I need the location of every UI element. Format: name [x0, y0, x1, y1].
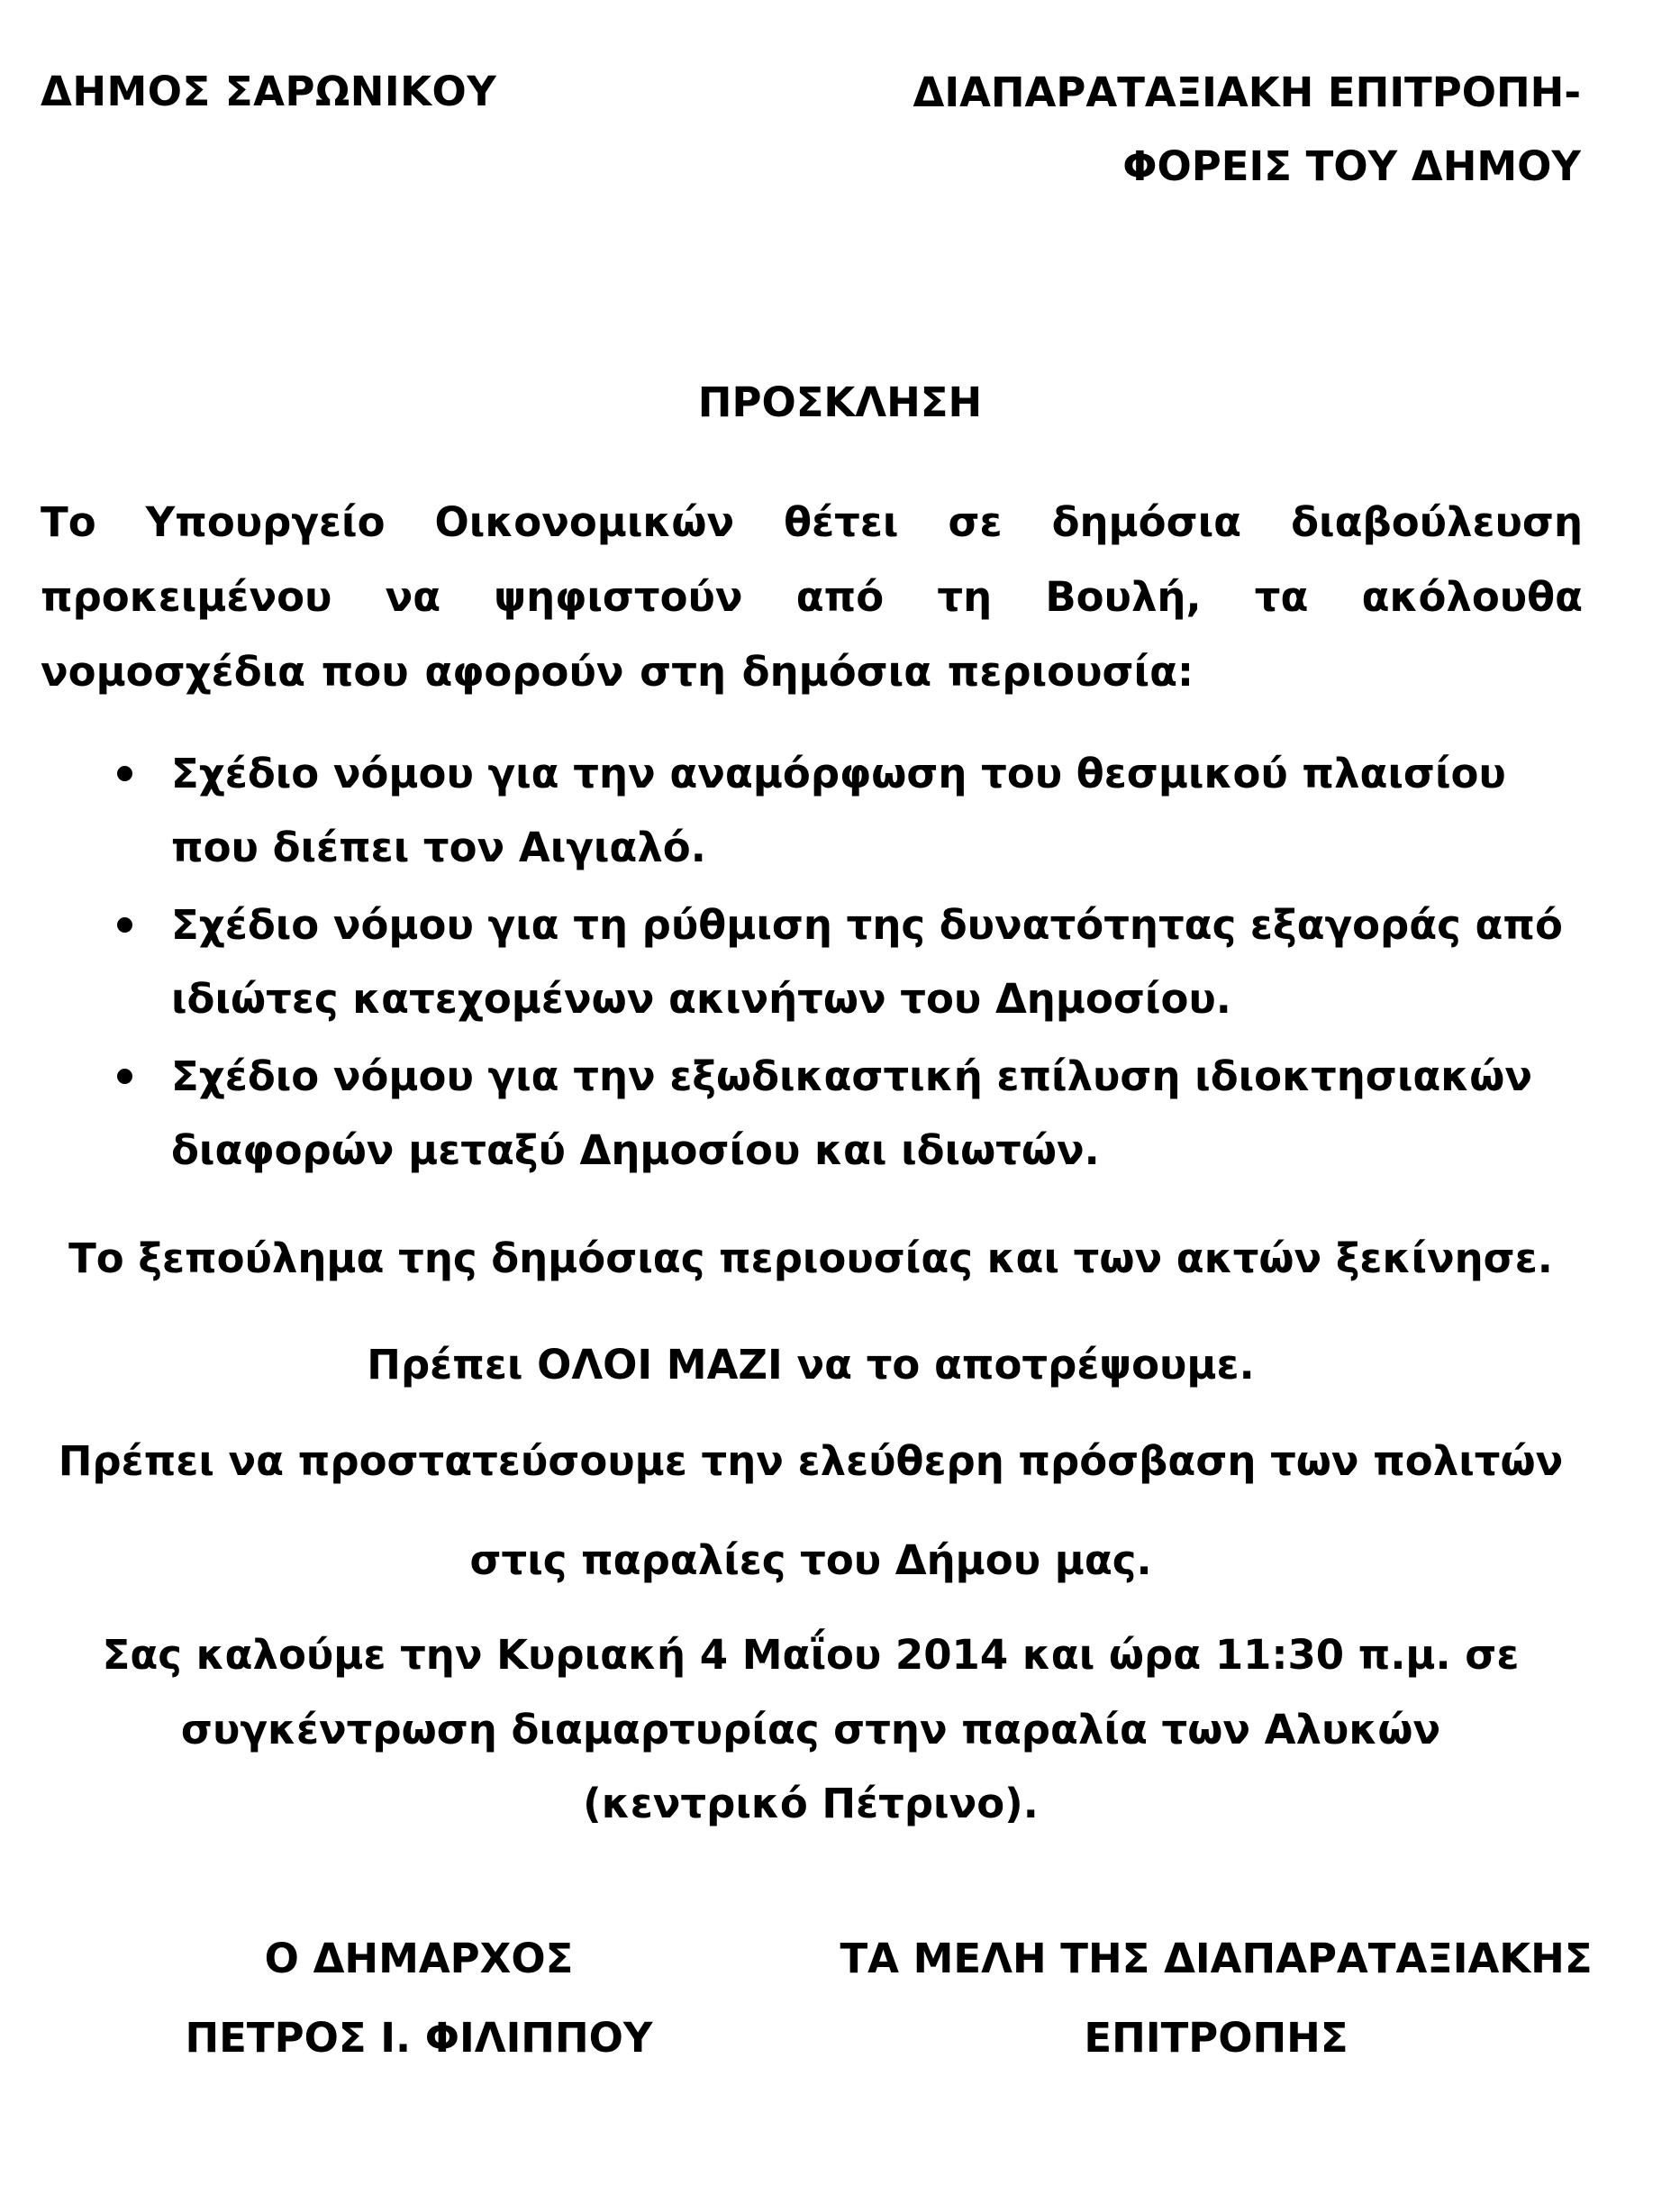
bill-list-item — [117, 888, 1576, 1036]
invitation-line2: συγκέντρωση διαμαρτυρίας στην παραλία των Αλυκών — [180, 1706, 1441, 1753]
committee-signature-line1: ΤΑ ΜΕΛΗ ΤΗΣ ΔΙΑΠΑΡΑΤΑΞΙΑΚΗΣ — [840, 1935, 1593, 1982]
sell-off-statement: Το ξεπούλημα της δημόσιας περιουσίας και των ακτών ξεκίνησε. — [68, 1234, 1553, 1282]
bill-text: Σχέδιο νόμου για την εξωδικαστική επίλυση ιδιοκτησιακών διαφορών μεταξύ Δημοσίου και ιδιωτών. — [171, 1052, 1533, 1174]
committee-signature-line2: ΕΠΙΤΡΟΠΗΣ — [1084, 2014, 1349, 2062]
bill-text: Σχέδιο νόμου για την αναμόρφωση του θεσμικού πλαισίου που διέπει τον Αιγιαλό. — [171, 750, 1506, 871]
invitation-line3: (κεντρικό Πέτρινο). — [583, 1780, 1039, 1827]
mayor-signature — [108, 1919, 730, 2078]
bill-list — [117, 737, 1576, 1191]
committee-signature — [811, 1919, 1621, 2078]
header-committee — [913, 56, 1582, 204]
invitation-line1: Σας καλούμε την Κυριακή 4 Μαΐου 2014 και ώρα 11:30 π.μ. σε — [102, 1631, 1520, 1679]
bullet-icon — [117, 766, 132, 781]
bullet-icon — [117, 917, 132, 933]
header-committee-line1: ΔΙΑΠΑΡΑΤΑΞΙΑΚΗ ΕΠΙΤΡΟΠΗ- — [913, 68, 1581, 116]
bill-list-item — [117, 1040, 1576, 1188]
protect-statement-line2: στις παραλίες του Δήμου μας. — [469, 1536, 1152, 1584]
bill-list-item — [117, 737, 1576, 885]
intro-paragraph: Το Υπουργείο Οικονομικών θέτει σε δημόσια διαβούλευση προκειμένου να ψηφιστούν από τη Βουλή, τα ακόλουθα νομοσχέδια που αφορούν στη δημόσια περιουσία: — [41, 498, 1583, 696]
bullet-icon — [117, 1069, 132, 1084]
bill-text: Σχέδιο νόμου για τη ρύθμιση της δυνατότητας εξαγοράς από ιδιώτες κατεχομένων ακινήτων του Δημοσίου. — [171, 901, 1563, 1023]
mayor-title: Ο ΔΗΜΑΡΧΟΣ — [264, 1935, 574, 1982]
document-title: ΠΡΟΣΚΛΗΣΗ — [697, 378, 983, 426]
together-statement: Πρέπει ΟΛΟΙ ΜΑΖΙ να το αποτρέψουμε. — [367, 1341, 1255, 1389]
header-committee-line2: ΦΟΡΕΙΣ ΤΟΥ ΔΗΜΟΥ — [1122, 142, 1581, 190]
mayor-name: ΠΕΤΡΟΣ Ι. ΦΙΛΙΠΠΟΥ — [185, 2014, 653, 2062]
header-municipality: ΔΗΜΟΣ ΣΑΡΩΝΙΚΟΥ — [41, 68, 497, 115]
protect-statement-line1: Πρέπει να προστατεύσουμε την ελεύθερη πρόσβαση των πολιτών — [58, 1437, 1564, 1485]
